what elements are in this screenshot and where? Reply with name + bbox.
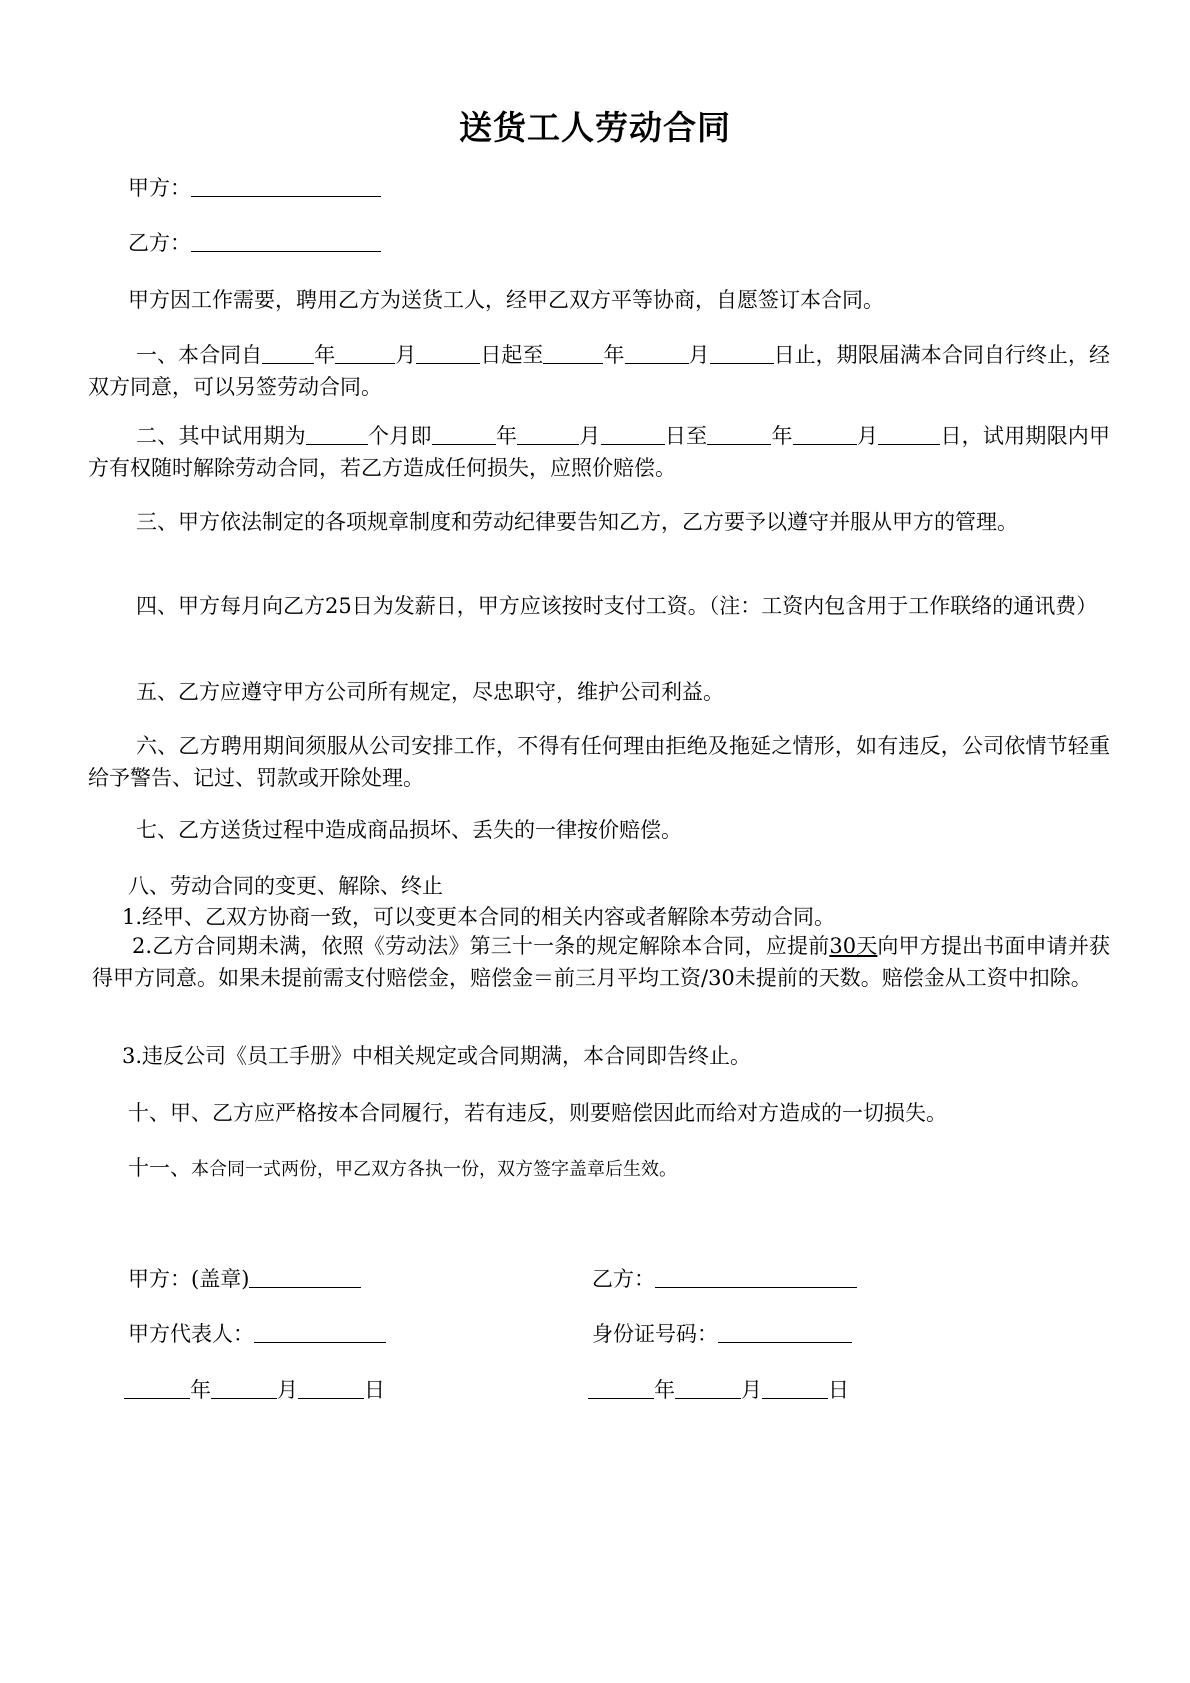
sig-date-a-month-label: 月 — [277, 1378, 298, 1402]
clause-2-end-month-blank[interactable] — [793, 422, 857, 445]
sig-id-number-label: 身份证号码： — [592, 1322, 718, 1346]
party-a-line — [128, 172, 381, 204]
party-b-line — [128, 227, 381, 259]
clause-2 — [88, 420, 1110, 484]
clause-3: 三、甲方依法制定的各项规章制度和劳动纪律要告知乙方，乙方要予以遵守并服从甲方的管理。 — [136, 510, 1018, 534]
sig-date-a-year-blank[interactable] — [124, 1376, 190, 1399]
sig-date-b-year-label: 年 — [654, 1378, 675, 1402]
clause-1-text-end: 日止，期限届满本合同自行终止，经双方同意，可以另签劳动合同。 — [88, 343, 1111, 399]
clause-1-year-label: 年 — [314, 343, 336, 367]
sig-party-b-line — [592, 1263, 857, 1295]
clause-1-month-label: 月 — [395, 343, 417, 367]
clause-2-end-day-blank[interactable] — [878, 422, 940, 445]
section-8-item-2-text-a: 2.乙方合同期未满，依照《劳动法》第三十一条的规定解除本合同，应提前 — [132, 934, 830, 958]
clause-1-end-year-label: 年 — [603, 343, 625, 367]
sig-id-number-line — [592, 1318, 852, 1350]
clause-1-start-year-blank[interactable] — [262, 341, 314, 364]
intro-paragraph: 甲方因工作需要，聘用乙方为送货工人，经甲乙双方平等协商，自愿签订本合同。 — [128, 288, 884, 312]
clause-2-text-b: 个月即 — [367, 424, 432, 448]
clause-10: 十、甲、乙方应严格按本合同履行，若有违反，则要赔偿因此而给对方造成的一切损失。 — [128, 1101, 947, 1125]
sig-id-number-blank[interactable] — [718, 1320, 852, 1343]
sig-date-b-day-label: 日 — [828, 1378, 849, 1402]
sig-party-a-seal-line — [128, 1263, 361, 1295]
clause-2-day-label: 日至 — [664, 424, 708, 448]
clause-4: 四、甲方每月向乙方25日为发薪日，甲方应该按时支付工资。（注：工资内包含用于工作联络的通讯费） — [136, 594, 1098, 618]
clause-2-end-month-label: 月 — [856, 424, 879, 448]
party-a-blank[interactable] — [191, 174, 381, 197]
clause-2-end-year-blank[interactable] — [707, 422, 771, 445]
sig-date-a — [124, 1374, 385, 1406]
clause-2-end-year-label: 年 — [771, 424, 793, 448]
sig-date-b-year-blank[interactable] — [588, 1376, 654, 1399]
clause-1-day-label: 日起至 — [480, 343, 544, 367]
clause-2-text-a: 二、其中试用期为 — [136, 424, 306, 448]
clause-11-prefix: 十一、 — [128, 1156, 191, 1180]
clause-2-year-label: 年 — [495, 424, 518, 448]
clause-1-start-day-blank[interactable] — [416, 341, 480, 364]
clause-2-months-blank[interactable] — [306, 422, 368, 445]
clause-2-start-month-blank[interactable] — [517, 422, 579, 445]
clause-1-start-month-blank[interactable] — [335, 341, 395, 364]
document-title: 送货工人劳动合同 — [459, 108, 731, 147]
sig-party-b-label: 乙方： — [592, 1267, 655, 1291]
clause-1 — [88, 339, 1110, 403]
sig-party-a-rep-label: 甲方代表人： — [128, 1322, 254, 1346]
section-8-prefix: 八、 — [128, 874, 170, 898]
clause-1-end-day-blank[interactable] — [710, 341, 774, 364]
clause-11-body: 本合同一式两份，甲乙双方各执一份，双方签字盖章后生效。 — [191, 1159, 677, 1180]
sig-date-b-day-blank[interactable] — [762, 1376, 828, 1399]
party-a-label: 甲方： — [128, 176, 191, 200]
clause-7: 七、乙方送货过程中造成商品损坏、丢失的一律按价赔偿。 — [136, 818, 682, 842]
sig-party-a-seal-label: 甲方：(盖章) — [128, 1267, 250, 1291]
sig-party-a-rep-line — [128, 1318, 386, 1350]
section-8-heading — [128, 870, 443, 902]
notice-days: 30天 — [829, 934, 878, 958]
clause-2-text-end: 日，试用期限内甲方有权随时解除劳动合同，若乙方造成任何损失，应照价赔偿。 — [88, 424, 1111, 480]
sig-date-b-month-label: 月 — [741, 1378, 762, 1402]
sig-party-b-blank[interactable] — [655, 1265, 857, 1288]
clause-1-end-month-blank[interactable] — [625, 341, 689, 364]
clause-5: 五、乙方应遵守甲方公司所有规定，尽忠职守，维护公司利益。 — [136, 680, 724, 704]
sig-date-a-month-blank[interactable] — [211, 1376, 277, 1399]
section-8-item-2-text-b: 向甲方提出书面申请并获得甲方同意。如果未提前需支付赔偿金，赔偿金＝前三月平均工资/30未提前的天数。赔偿金从工资中扣除。 — [92, 934, 1110, 990]
sig-party-a-seal-blank[interactable] — [249, 1265, 361, 1288]
clause-2-month-label: 月 — [579, 424, 601, 448]
clause-6: 六、乙方聘用期间须服从公司安排工作，不得有任何理由拒绝及拖延之情形，如有违反，公司依情节轻重给予警告、记过、罚款或开除处理。 — [88, 734, 1110, 790]
clause-1-text-a: 一、本合同自 — [136, 343, 263, 367]
section-8-title: 劳动合同的变更、解除、终止 — [170, 874, 443, 898]
clause-1-end-year-blank[interactable] — [543, 341, 603, 364]
clause-2-start-day-blank[interactable] — [601, 422, 665, 445]
sig-date-b-month-blank[interactable] — [675, 1376, 741, 1399]
sig-date-b — [588, 1374, 849, 1406]
section-8-item-1: 1.经甲、乙双方协商一致，可以变更本合同的相关内容或者解除本劳动合同。 — [122, 905, 836, 929]
party-b-label: 乙方： — [128, 231, 191, 255]
party-b-blank[interactable] — [191, 229, 381, 252]
section-8-item-2 — [92, 930, 1110, 994]
clause-11 — [128, 1152, 677, 1186]
clause-1-end-month-label: 月 — [688, 343, 710, 367]
sig-date-a-day-label: 日 — [364, 1378, 385, 1402]
sig-date-a-year-label: 年 — [190, 1378, 211, 1402]
sig-date-a-day-blank[interactable] — [298, 1376, 364, 1399]
sig-party-a-rep-blank[interactable] — [254, 1320, 386, 1343]
clause-2-start-year-blank[interactable] — [432, 422, 496, 445]
section-8-item-3: 3.违反公司《员工手册》中相关规定或合同期满，本合同即告终止。 — [122, 1044, 752, 1068]
